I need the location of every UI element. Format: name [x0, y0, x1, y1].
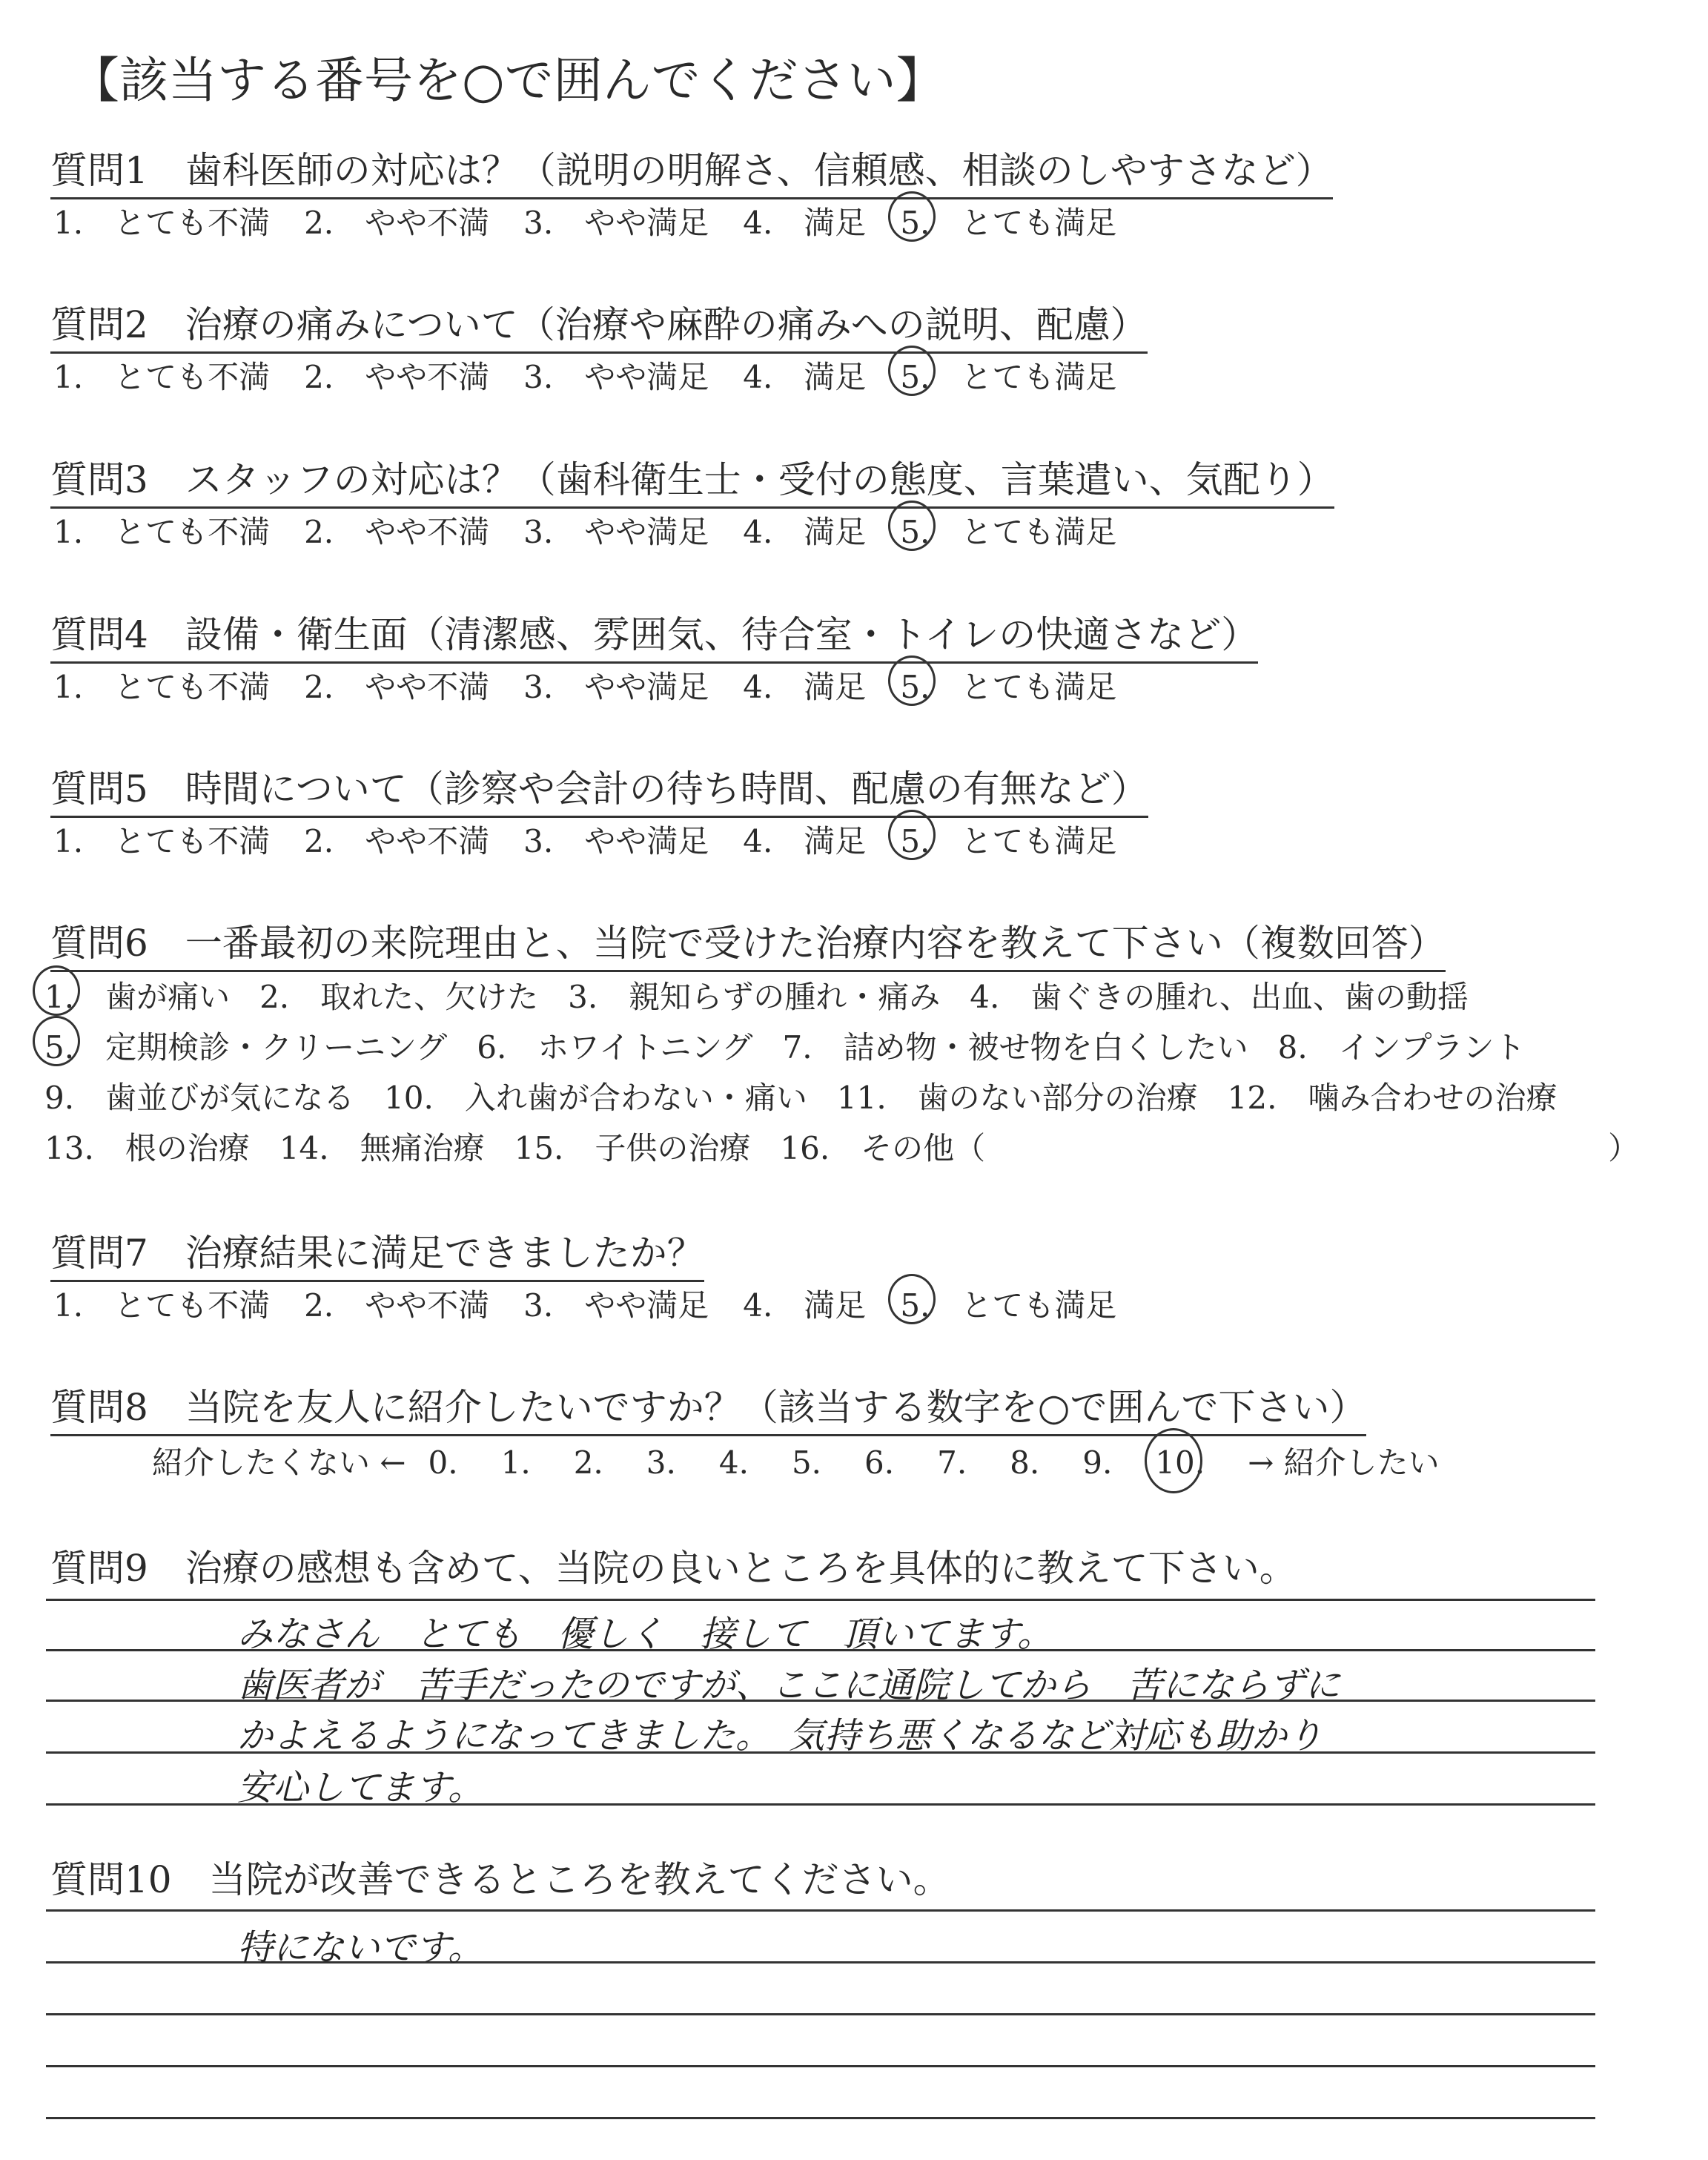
option-3[interactable]: 3. やや満足	[523, 823, 709, 859]
q6-option-3[interactable]: 3. 親知らずの腫れ・痛み	[568, 979, 941, 1015]
option-5-selected[interactable]: 5. とても満足	[900, 663, 1116, 707]
scale-7[interactable]: 7.	[937, 1444, 967, 1481]
option-2[interactable]: 2. やや不満	[304, 205, 490, 241]
answer-options	[53, 817, 1151, 862]
q6-option-1-selected[interactable]: 1. 歯が痛い	[44, 973, 230, 1017]
option-2[interactable]: 2. やや不満	[304, 514, 490, 550]
option-4[interactable]: 4. 満足	[743, 669, 867, 705]
q6-option-4[interactable]: 4. 歯ぐきの腫れ、出血、歯の動揺	[970, 979, 1469, 1015]
q6-option-11[interactable]: 11. 歯のない部分の治療	[836, 1080, 1198, 1116]
answer-options	[53, 1281, 1151, 1326]
option-5-selected[interactable]: 5. とても満足	[900, 353, 1116, 397]
option-4[interactable]: 4. 満足	[743, 359, 867, 395]
answer-line	[46, 1599, 1595, 1601]
q6-option-9[interactable]: 9. 歯並びが気になる	[44, 1080, 355, 1116]
question-heading: 質問2 治療の痛みについて（治療や麻酔の痛みへの説明、配慮）	[50, 295, 1148, 354]
option-4[interactable]: 4. 満足	[743, 514, 867, 550]
question-heading: 質問3 スタッフの対応は？（歯科衛生士・受付の態度、言葉遣い、気配り）	[50, 450, 1334, 509]
option-3[interactable]: 3. やや満足	[523, 669, 709, 705]
scale-5[interactable]: 5.	[791, 1444, 822, 1481]
answer-line	[46, 2013, 1595, 2015]
option-1[interactable]: 1. とても不満	[53, 823, 271, 859]
q6-option-13[interactable]: 13. 根の治療	[44, 1130, 250, 1166]
answer-options	[53, 199, 1151, 243]
option-5-selected[interactable]: 5. とても満足	[900, 817, 1116, 862]
answer-options	[53, 663, 1151, 707]
q6-option-16[interactable]: 16. その他（ ）	[780, 1130, 1640, 1166]
scale-1[interactable]: 1.	[500, 1444, 531, 1481]
recommend-scale	[152, 1439, 1462, 1483]
option-3[interactable]: 3. やや満足	[523, 359, 709, 395]
option-4[interactable]: 4. 満足	[743, 205, 867, 241]
scale-left-label: 紹介したくない ←	[152, 1444, 406, 1481]
q9-answer-line-2: 歯医者が 苦手だったのですが、ここに通院してから 苦にならずに	[237, 1665, 1341, 1706]
option-5-selected[interactable]: 5. とても満足	[900, 199, 1116, 243]
option-1[interactable]: 1. とても不満	[53, 1287, 271, 1324]
scale-3[interactable]: 3.	[646, 1444, 676, 1481]
answer-options	[53, 353, 1151, 397]
scale-0[interactable]: 0.	[428, 1444, 458, 1481]
q6-option-12[interactable]: 12. 噛み合わせの治療	[1227, 1080, 1558, 1116]
q6-row-1	[44, 973, 1498, 1017]
question-heading: 質問10 当院が改善できるところを教えてください。	[50, 1858, 950, 1901]
question-heading: 質問9 治療の感想も含めて、当院の良いところを具体的に教えて下さい。	[50, 1547, 1297, 1590]
answer-line	[46, 2065, 1595, 2067]
option-2[interactable]: 2. やや不満	[304, 1287, 490, 1324]
option-1[interactable]: 1. とても不満	[53, 514, 271, 550]
option-3[interactable]: 3. やや満足	[523, 514, 709, 550]
question-heading: 質問7 治療結果に満足できましたか？	[50, 1223, 704, 1282]
question-heading: 質問4 設備・衛生面（清潔感、雰囲気、待合室・トイレの快適さなど）	[50, 605, 1258, 664]
scale-right-label: → 紹介したい	[1248, 1444, 1440, 1481]
scale-10-selected[interactable]: 10.	[1155, 1444, 1205, 1481]
q6-option-7[interactable]: 7. 詰め物・被せ物を白くしたい	[782, 1029, 1248, 1066]
q10-answer-line-1: 特にないです。	[237, 1927, 484, 1969]
scale-6[interactable]: 6.	[864, 1444, 895, 1481]
option-2[interactable]: 2. やや不満	[304, 359, 490, 395]
option-1[interactable]: 1. とても不満	[53, 205, 271, 241]
option-1[interactable]: 1. とても不満	[53, 669, 271, 705]
scale-9[interactable]: 9.	[1082, 1444, 1113, 1481]
option-3[interactable]: 3. やや満足	[523, 1287, 709, 1324]
q6-option-15[interactable]: 15. 子供の治療	[514, 1130, 751, 1166]
option-2[interactable]: 2. やや不満	[304, 669, 490, 705]
q6-option-14[interactable]: 14. 無痛治療	[279, 1130, 485, 1166]
option-5-selected[interactable]: 5. とても満足	[900, 1281, 1116, 1326]
option-1[interactable]: 1. とても不満	[53, 359, 271, 395]
page-title: 【該当する番号を○で囲んでください】	[70, 52, 945, 109]
q6-row-4	[44, 1124, 1669, 1169]
q6-option-2[interactable]: 2. 取れた、欠けた	[259, 979, 539, 1015]
q6-option-6[interactable]: 6. ホワイトニング	[477, 1029, 753, 1066]
question-heading: 質問5 時間について（診察や会計の待ち時間、配慮の有無など）	[50, 759, 1148, 818]
option-5-selected[interactable]: 5. とても満足	[900, 508, 1116, 552]
option-2[interactable]: 2. やや不満	[304, 823, 490, 859]
q6-option-8[interactable]: 8. インプラント	[1277, 1029, 1526, 1066]
scale-8[interactable]: 8.	[1010, 1444, 1040, 1481]
q6-option-5-selected[interactable]: 5. 定期検診・クリーニング	[44, 1023, 447, 1068]
option-4[interactable]: 4. 満足	[743, 823, 867, 859]
question-heading: 質問8 当院を友人に紹介したいですか？（該当する数字を○で囲んで下さい）	[50, 1378, 1366, 1436]
option-3[interactable]: 3. やや満足	[523, 205, 709, 241]
answer-options	[53, 508, 1151, 552]
q6-row-3	[44, 1074, 1586, 1118]
question-heading: 質問6 一番最初の来院理由と、当院で受けた治療内容を教えて下さい（複数回答）	[50, 914, 1446, 972]
option-4[interactable]: 4. 満足	[743, 1287, 867, 1324]
question-heading: 質問1 歯科医師の対応は？（説明の明解さ、信頼感、相談のしやすさなど）	[50, 141, 1333, 199]
answer-line	[46, 2117, 1595, 2119]
q9-answer-line-3: かよえるようになってきました。 気持ち悪くなるなど対応も助かり	[237, 1715, 1323, 1757]
q6-option-10[interactable]: 10. 入れ歯が合わない・痛い	[384, 1080, 807, 1116]
q9-answer-line-1: みなさん とても 優しく 接して 頂いてます。	[237, 1614, 1053, 1655]
q9-answer-line-4: 安心してます。	[237, 1767, 484, 1809]
answer-line	[46, 1909, 1595, 1912]
scale-4[interactable]: 4.	[718, 1444, 749, 1481]
q6-row-2	[44, 1023, 1555, 1068]
scale-2[interactable]: 2.	[573, 1444, 603, 1481]
